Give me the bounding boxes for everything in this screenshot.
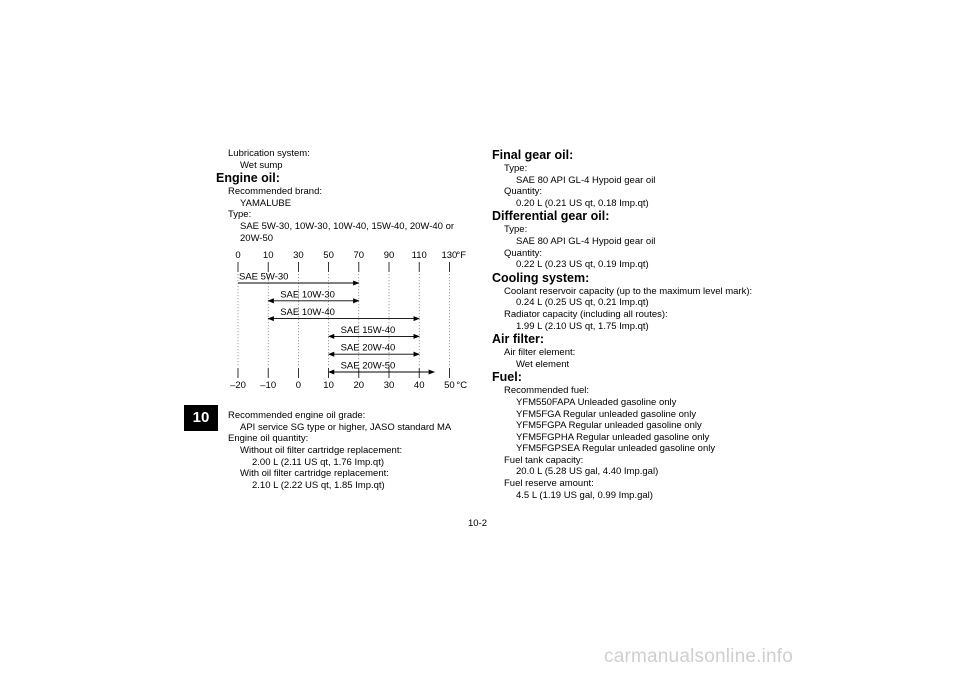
quantity-label: Engine oil quantity:	[228, 433, 309, 445]
final-qty-value: 0.20 L (0.21 US qt, 0.18 Imp.qt)	[516, 197, 649, 209]
with-filter-label: With oil filter cartridge replacement:	[240, 468, 389, 480]
page-number: 10-2	[468, 518, 488, 529]
fuel-model-item: YFM550FAPA Unleaded gasoline only	[516, 396, 677, 408]
final-gear-heading: Final gear oil:	[492, 148, 574, 162]
celsius-tick-label: 50	[444, 380, 455, 392]
fuel-label: Recommended fuel:	[504, 385, 590, 397]
celsius-tick-label: 10	[323, 380, 334, 392]
brand-value: YAMALUBE	[240, 197, 292, 209]
fahrenheit-tick-label: 10	[262, 250, 274, 262]
engine-oil-heading: Engine oil:	[216, 171, 280, 186]
cooling-heading: Cooling system:	[492, 270, 590, 285]
fuel-model-item: YFM5FGPA Regular unleaded gasoline only	[516, 420, 702, 432]
with-filter-value: 2.10 L (2.22 US qt, 1.85 Imp.qt)	[252, 479, 385, 491]
brand-label: Recommended brand:	[228, 186, 322, 198]
lubrication-value: Wet sump	[240, 159, 283, 171]
celsius-tick-label: 40	[413, 380, 425, 392]
coolant-reservoir-label: Coolant reservoir capacity (up to the maximum level mark):	[504, 285, 753, 297]
final-qty-label: Quantity:	[504, 186, 543, 198]
grade-label: SAE 15W-40	[340, 325, 396, 337]
air-filter-value: Wet element	[516, 358, 570, 370]
right-column	[492, 148, 762, 501]
fahrenheit-tick-label: 50	[323, 250, 334, 262]
type-value: SAE 5W-30, 10W-30, 10W-40, 15W-40, 20W-40 or 20W-50	[240, 220, 455, 244]
radiator-label: Radiator capacity (including all routes):	[504, 308, 668, 320]
grade-label: Recommended engine oil grade:	[228, 410, 366, 422]
left-column	[216, 148, 468, 491]
grade-label: SAE 20W-40	[340, 342, 396, 354]
diff-qty-label: Quantity:	[504, 247, 543, 259]
grade-label: SAE 5W-30	[239, 271, 289, 283]
celsius-tick-label: 20	[353, 380, 365, 392]
chapter-tab: 10	[184, 405, 218, 431]
watermark: carmanualsonline.info	[604, 646, 794, 667]
grade-value: API service SG type or higher, JASO standard MA	[240, 421, 452, 433]
air-filter-label: Air filter element:	[504, 347, 576, 359]
final-type-value: SAE 80 API GL-4 Hypoid gear oil	[516, 174, 656, 186]
diff-qty-value: 0.22 L (0.23 US qt, 0.19 Imp.qt)	[516, 259, 649, 271]
coolant-reservoir-value: 0.24 L (0.25 US qt, 0.21 Imp.qt)	[516, 297, 649, 309]
tank-value: 20.0 L (5.28 US gal, 4.40 Imp.gal)	[516, 466, 659, 478]
celsius-tick-label: 30	[383, 380, 395, 392]
celsius-unit: °C	[456, 380, 468, 392]
fahrenheit-tick-label: 130	[441, 250, 458, 262]
fuel-heading: Fuel:	[492, 370, 522, 385]
grade-label: SAE 20W-50	[340, 360, 396, 372]
reserve-label: Fuel reserve amount:	[504, 478, 594, 490]
fahrenheit-unit: °F	[456, 250, 467, 262]
diff-gear-heading: Differential gear oil:	[492, 209, 610, 224]
tank-label: Fuel tank capacity:	[504, 454, 584, 466]
without-filter-value: 2.00 L (2.11 US qt, 1.76 Imp.qt)	[252, 456, 385, 468]
air-filter-heading: Air filter:	[492, 332, 545, 347]
fahrenheit-tick-label: 30	[293, 250, 304, 262]
lubrication-label: Lubrication system:	[228, 148, 310, 159]
oil-viscosity-chart	[228, 246, 468, 398]
diff-type-label: Type:	[504, 224, 528, 236]
radiator-value: 1.99 L (2.10 US qt, 1.75 Imp.qt)	[516, 320, 649, 332]
fahrenheit-tick-label: 70	[353, 250, 365, 262]
grade-label: SAE 10W-40	[280, 307, 335, 319]
without-filter-label: Without oil filter cartridge replacement:	[240, 444, 403, 456]
final-type-label: Type:	[504, 163, 528, 174]
fahrenheit-tick-label: 110	[411, 250, 427, 262]
celsius-tick-label: 0	[295, 380, 302, 392]
grade-label: SAE 10W-30	[280, 289, 335, 301]
fuel-model-item: YFM5FGPSEA Regular unleaded gasoline only	[516, 443, 716, 455]
reserve-value: 4.5 L (1.19 US gal, 0.99 Imp.gal)	[516, 489, 653, 501]
celsius-tick-label: –20	[230, 380, 246, 392]
fahrenheit-tick-label: 0	[235, 250, 241, 262]
fahrenheit-tick-label: 90	[383, 250, 395, 262]
diff-type-value: SAE 80 API GL-4 Hypoid gear oil	[516, 235, 656, 247]
type-label: Type:	[228, 209, 252, 221]
celsius-tick-label: –10	[260, 380, 277, 392]
fuel-model-item: YFM5FGPHA Regular unleaded gasoline only	[516, 431, 710, 443]
fuel-model-item: YFM5FGA Regular unleaded gasoline only	[516, 408, 697, 420]
